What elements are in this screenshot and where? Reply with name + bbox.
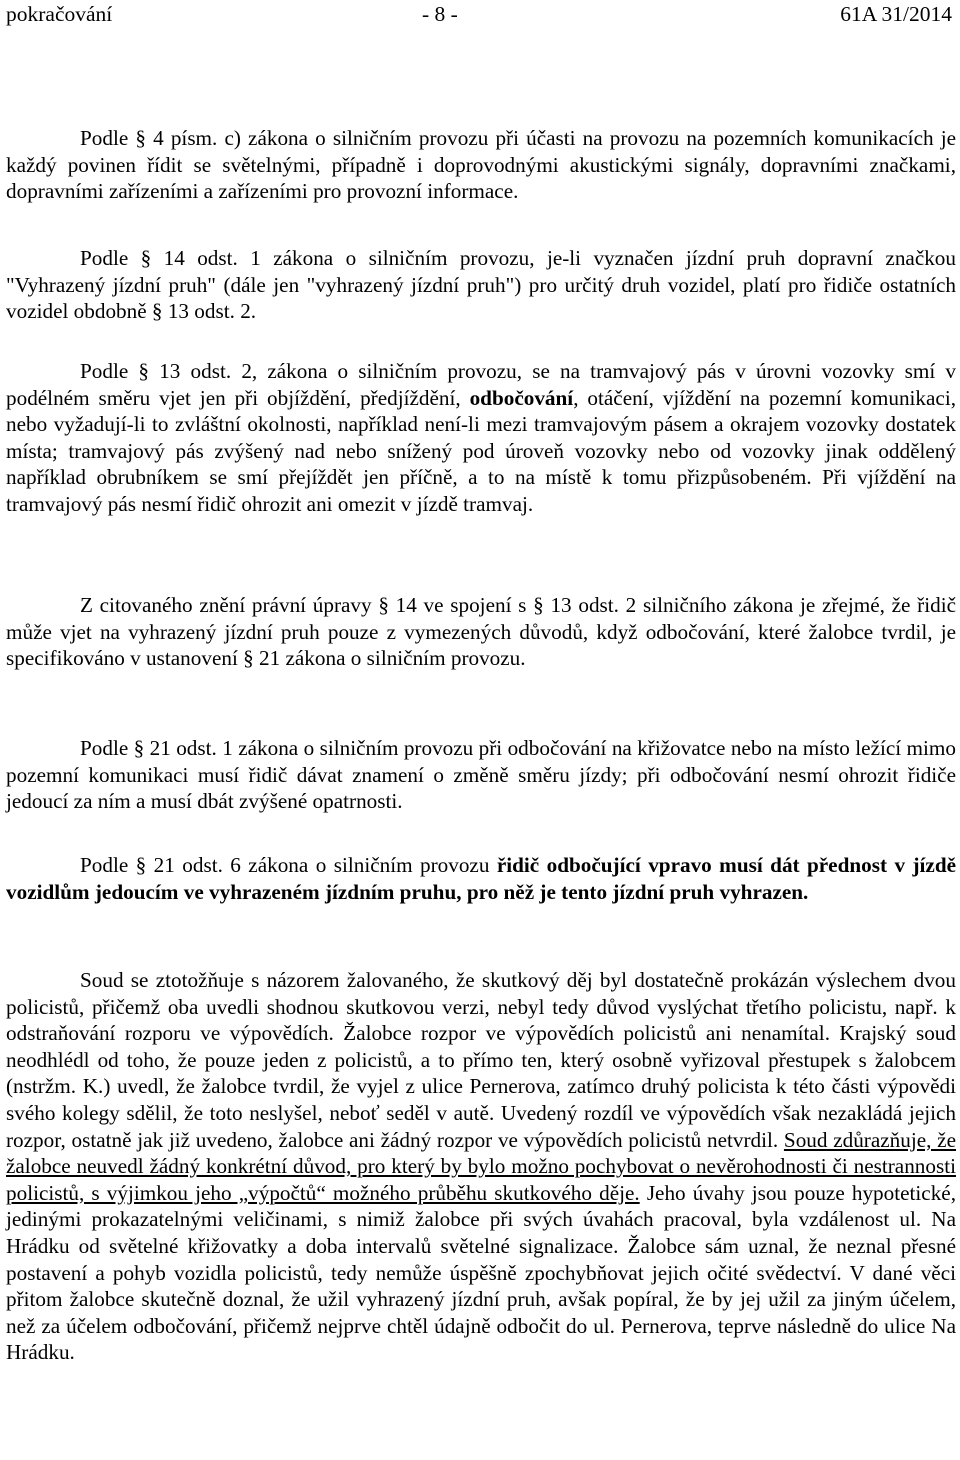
- paragraph-21-odst-1: [6, 735, 956, 815]
- paragraph-4-pism-c: [6, 125, 956, 205]
- paragraph-14-odst-1: [6, 245, 956, 325]
- text-run: Podle § 13 odst. 2, zákona o silničním provozu, se na tramvajový pás v úrovni vozovky smí v podélném směru vjet jen při objíždění, předjíždění,: [6, 359, 956, 410]
- bold-text-run: odbočování: [469, 385, 574, 410]
- text-run: Podle § 21 odst. 6 zákona o silničním provozu: [80, 853, 497, 877]
- text-run: Podle § 4 písm. c) zákona o silničním provozu při účasti na provozu na pozemních komunikacích je každý povinen řídit se světelnými, případně i doprovodnými akustickými signály, dopravními značkami, dopravními zařízeními a zařízeními pro provozní informace.: [6, 126, 956, 204]
- text-run: Soud se ztotožňuje s názorem žalovaného, že skutkový děj byl dostatečně prokázán výslechem dvou policistů, přičemž oba uvedli shodnou skutkovou verzi, nebyl tedy důvod vyslýchat třetího policistu, např. k odstraňování rozporu ve výpovědích. Žalobce rozpor ve výpovědích policistů ani nenamítal. Krajský soud neodhlédl od toho, že pouze jeden z policistů, a to přímo ten, který osobně vyřizoval přestupek s žalobcem (nstržm. K.) uvedl, že žalobce tvrdil, že vyjel z ulice Pernerova, zatímco druhý policista k této části výpovědi svého kolegy sdělil, že toto neslyšel, neboť seděl v autě. Uvedený rozdíl ve výpovědích však nezakládá jejich rozpor, ostatně jak již uvedeno, žalobce ani žádný rozpor ve výpovědích policistů netvrdil.: [6, 968, 956, 1152]
- underlined-text-run: Soud zdůrazňuje, že žalobce neuvedl žádný konkrétní důvod, pro který by bylo možno pochybovat o nevěrohodnosti či nestrannosti policistů, s výjimkou jeho „výpočtů“ možného průběhu skutkového děje.: [6, 1127, 956, 1205]
- page-header: [6, 2, 952, 32]
- header-case-number: 61A 31/2014: [840, 2, 952, 26]
- text-run: Z citovaného znění právní úpravy § 14 ve spojení s § 13 odst. 2 silničního zákona je zřejmé, že řidič může vjet na vyhrazený jízdní pruh pouze z vymezených důvodů, když odbočování, které žalobce tvrdil, je specifikováno v ustanovení § 21 zákona o silničním provozu.: [6, 593, 956, 671]
- paragraph-citovane-zneni: [6, 592, 956, 672]
- text-run: Jeho úvahy jsou pouze hypotetické, jedinými prokazatelnými veličinami, s nimiž žalobce při svých úvahách pracoval, byla vzdálenost ul. Na Hrádku od světelné křižovatky a doba intervalů světelné signalizace. Žalobce sám uznal, že neznal přesné postavení a pohyb vozidla policistů, tedy nemůže úspěšně zpochybňovat jejich očité svědectví. V dané věci přitom žalobce skutečně doznal, že užil vyhrazený jízdní pruh, avšak popíral, že by jej užil za jiným účelem, než za účelem odbočování, přičemž nejprve chtěl údajně odbočit do ul. Pernerova, teprve následně do ulice Na Hrádku.: [6, 1180, 956, 1365]
- header-page-number: - 8 -: [422, 2, 458, 26]
- paragraph-13-odst-2: [6, 358, 956, 518]
- bold-text-run: řidič odbočující vpravo musí dát přednost v jízdě vozidlům jedoucím ve vyhrazeném jízdním pruhu, pro něž je tento jízdní pruh vyhrazen.: [6, 853, 957, 904]
- text-run: Podle § 14 odst. 1 zákona o silničním provozu, je-li vyznačen jízdní pruh dopravní značkou "Vyhrazený jízdní pruh" (dále jen "vyhrazený jízdní pruh") pro určitý druh vozidel, platí pro řidiče ostatních vozidel obdobně § 13 odst. 2.: [6, 246, 956, 324]
- text-run: Podle § 21 odst. 1 zákona o silničním provozu při odbočování na křižovatce nebo na místo ležící mimo pozemní komunikaci musí řidič dávat znamení o změně směru jízdy; při odbočování nesmí ohrozit řidiče jedoucí za ním a musí dbát zvýšené opatrnosti.: [6, 736, 956, 814]
- paragraph-soud-se-ztotoznuje: [6, 967, 956, 1366]
- text-run: , otáčení, vjíždění na pozemní komunikaci, nebo vyžadují-li to zvláštní okolnosti, například není-li mezi tramvajovým pásem a okrajem vozovky dostatek místa; tramvajový pás zvýšený nad nebo snížený pod úroveň vozovky nebo od vozovky jinak oddělený například obrubníkem se smí přejíždět jen příčně, a to na místě k tomu přizpůsobeném. Při vjíždění na tramvajový pás nesmí řidič ohrozit ani omezit v jízdě tramvaj.: [6, 385, 957, 516]
- paragraph-21-odst-6: [6, 852, 956, 905]
- header-continuation-label: pokračování: [6, 2, 113, 26]
